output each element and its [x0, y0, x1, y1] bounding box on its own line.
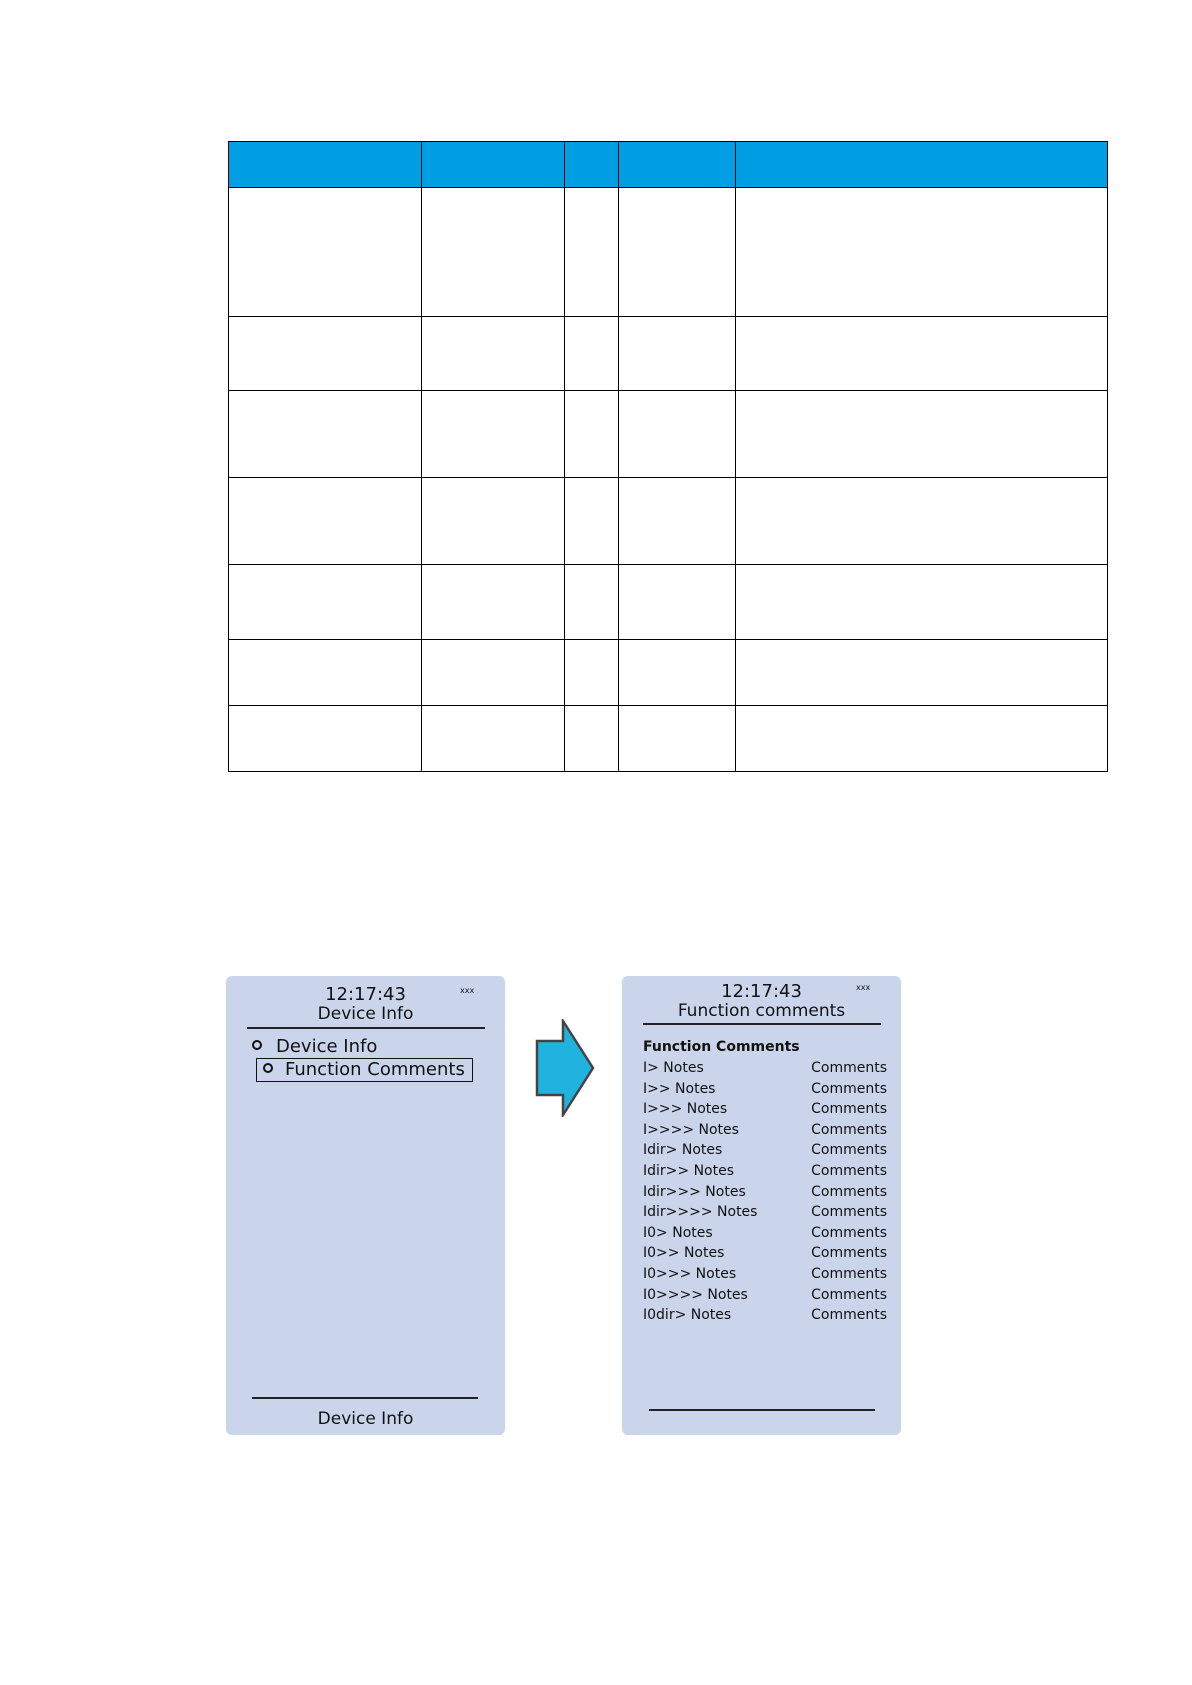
table-cell	[565, 188, 619, 317]
table-cell	[736, 478, 1108, 565]
function-note-label: Idir>> Notes	[643, 1162, 735, 1179]
title-divider	[247, 1027, 485, 1029]
comment-value: Comments	[811, 1245, 887, 1262]
table-row	[229, 317, 1108, 391]
clock-time: 12:17:43	[721, 981, 802, 1002]
comment-value: Comments	[811, 1183, 887, 1200]
comment-value: Comments	[811, 1060, 887, 1076]
table-cell	[619, 317, 736, 391]
section-heading: Function Comments	[643, 1039, 800, 1055]
comment-value: Comments	[811, 1307, 887, 1324]
table-cell	[422, 565, 565, 640]
screen-title: Device Info	[317, 1004, 414, 1024]
screen-title: Function comments	[677, 1001, 846, 1021]
comment-value: Comments	[811, 1142, 887, 1159]
table-cell	[565, 478, 619, 565]
function-note-label: I0dir> Notes	[643, 1307, 732, 1324]
table-cell	[736, 565, 1108, 640]
list-item[interactable]	[643, 1264, 887, 1285]
table-row	[229, 188, 1108, 317]
table-cell	[229, 391, 422, 478]
function-comments-screen	[622, 976, 901, 1435]
list-item[interactable]	[643, 1223, 887, 1244]
table-cell	[422, 391, 565, 478]
function-note-label: Idir> Notes	[643, 1142, 723, 1159]
table-cell	[565, 640, 619, 706]
list-item[interactable]	[643, 1140, 887, 1161]
function-note-label: Idir>>>> Notes	[643, 1204, 758, 1221]
table-cell	[422, 188, 565, 317]
table-row	[229, 640, 1108, 706]
list-item[interactable]	[643, 1182, 887, 1203]
table-row	[229, 391, 1108, 478]
table-row	[229, 478, 1108, 565]
list-item[interactable]	[643, 1161, 887, 1182]
table-header-cell	[422, 142, 565, 188]
table-cell	[229, 317, 422, 391]
table-cell	[565, 565, 619, 640]
table-cell	[619, 706, 736, 772]
table-cell	[422, 317, 565, 391]
table-cell	[736, 317, 1108, 391]
list-item[interactable]	[643, 1058, 887, 1079]
menu-item-label: Device Info	[276, 1036, 378, 1057]
footer-divider	[252, 1397, 478, 1399]
parameter-table	[228, 141, 1108, 772]
table-cell	[736, 706, 1108, 772]
table-header-row	[229, 142, 1108, 188]
comment-value: Comments	[811, 1265, 887, 1282]
table-cell	[422, 706, 565, 772]
function-note-label: I>> Notes	[643, 1080, 716, 1097]
comment-value: Comments	[811, 1121, 887, 1138]
list-item[interactable]	[643, 1079, 887, 1100]
comment-value: Comments	[811, 1162, 887, 1179]
radio-bullet-icon	[263, 1063, 273, 1073]
table-cell	[736, 640, 1108, 706]
table-cell	[565, 706, 619, 772]
table-cell	[229, 565, 422, 640]
table-cell	[619, 478, 736, 565]
list-item[interactable]	[643, 1243, 887, 1264]
list-item[interactable]	[643, 1099, 887, 1120]
status-indicator: xxx	[460, 986, 475, 995]
list-item[interactable]	[643, 1202, 887, 1223]
radio-bullet-icon	[252, 1040, 262, 1050]
table-cell	[565, 317, 619, 391]
comment-value: Comments	[811, 1080, 887, 1097]
table-header-cell	[736, 142, 1108, 188]
comment-value: Comments	[811, 1224, 887, 1241]
table-cell	[619, 565, 736, 640]
comment-value: Comments	[811, 1204, 887, 1221]
footer-label: Device Info	[317, 1409, 414, 1429]
table-cell	[736, 391, 1108, 478]
function-note-label: I0> Notes	[643, 1224, 713, 1241]
menu-item-label: Function Comments	[285, 1059, 465, 1080]
table-cell	[619, 188, 736, 317]
table-cell	[619, 391, 736, 478]
function-note-label: I> Notes	[643, 1060, 704, 1076]
function-note-label: I0>>>> Notes	[643, 1286, 748, 1303]
table-header-cell	[619, 142, 736, 188]
list-item[interactable]	[643, 1285, 887, 1306]
table-cell	[229, 188, 422, 317]
table-header-cell	[229, 142, 422, 188]
table-cell	[736, 188, 1108, 317]
table-cell	[565, 391, 619, 478]
table-cell	[229, 706, 422, 772]
function-note-label: I>>>> Notes	[643, 1121, 739, 1138]
right-arrow-icon	[535, 1019, 597, 1117]
table-cell	[422, 478, 565, 565]
footer-divider	[649, 1409, 875, 1411]
table-cell	[229, 640, 422, 706]
function-comments-list	[643, 1058, 887, 1326]
table-cell	[619, 640, 736, 706]
comment-value: Comments	[811, 1101, 887, 1118]
list-item[interactable]	[643, 1120, 887, 1141]
table-header-cell	[565, 142, 619, 188]
function-note-label: Idir>>> Notes	[643, 1183, 746, 1200]
device-info-screen	[226, 976, 505, 1435]
function-note-label: I0>> Notes	[643, 1245, 725, 1262]
function-note-label: I>>> Notes	[643, 1101, 728, 1118]
menu-item-function-comments[interactable]	[256, 1058, 473, 1082]
title-divider	[643, 1023, 881, 1025]
status-indicator: xxx	[856, 983, 871, 992]
table-cell	[422, 640, 565, 706]
menu-item-device-info[interactable]	[252, 1036, 377, 1058]
list-item[interactable]	[643, 1305, 887, 1326]
table-row	[229, 706, 1108, 772]
function-note-label: I0>>> Notes	[643, 1265, 737, 1282]
table-cell	[229, 478, 422, 565]
comment-value: Comments	[811, 1286, 887, 1303]
table-row	[229, 565, 1108, 640]
clock-time: 12:17:43	[325, 984, 406, 1005]
